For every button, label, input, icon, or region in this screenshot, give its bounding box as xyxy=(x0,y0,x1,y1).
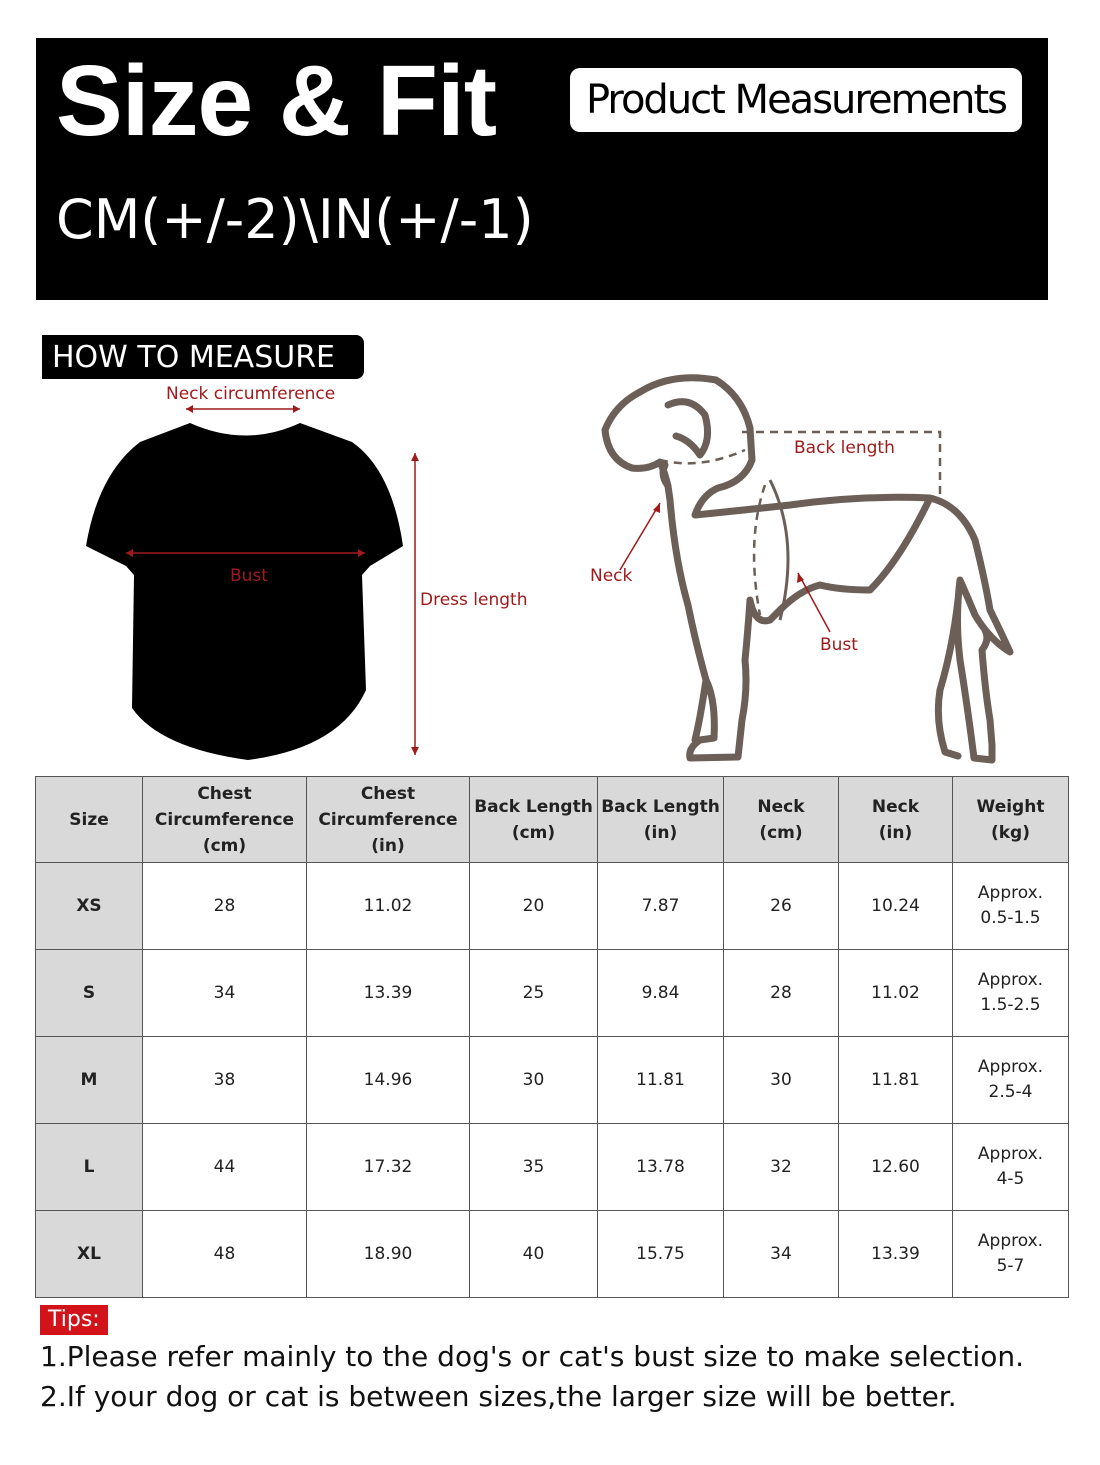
neck-cm-cell: 28 xyxy=(724,950,839,1037)
neck-circumference-label: Neck circumference xyxy=(166,384,336,404)
bust-leader xyxy=(798,573,830,632)
size-cell: XS xyxy=(36,863,143,950)
neck-cm-cell: 34 xyxy=(724,1211,839,1298)
tshirt-illustration xyxy=(86,423,403,760)
neck-in-cell: 10.24 xyxy=(839,863,953,950)
chest-cm-cell: 44 xyxy=(143,1124,307,1211)
table-row xyxy=(36,1211,1069,1298)
header-chest-in: Chest Circumference (in) xyxy=(307,777,470,863)
chest-in-cell: 18.90 xyxy=(307,1211,470,1298)
dress-length-label: Dress length xyxy=(420,590,528,610)
size-cell: L xyxy=(36,1124,143,1211)
tip-line-1: 1.Please refer mainly to the dog's or cat's bust size to make selection. xyxy=(40,1340,1025,1373)
table-row xyxy=(36,1037,1069,1124)
size-cell: S xyxy=(36,950,143,1037)
weight-cell: Approx. 5-7 xyxy=(953,1211,1069,1298)
chest-in-cell: 17.32 xyxy=(307,1124,470,1211)
back-length-label: Back length xyxy=(794,438,895,458)
header-neck-in: Neck (in) xyxy=(839,777,953,863)
header-chest-cm: Chest Circumference (cm) xyxy=(143,777,307,863)
size-cell: XL xyxy=(36,1211,143,1298)
back-cm-cell: 30 xyxy=(470,1037,598,1124)
neck-cm-cell: 26 xyxy=(724,863,839,950)
back-in-cell: 7.87 xyxy=(598,863,724,950)
dog-measure-lines xyxy=(660,432,940,615)
weight-cell: Approx. 0.5-1.5 xyxy=(953,863,1069,950)
units-tolerance: CM(+/-2)\IN(+/-1) xyxy=(56,188,534,251)
chest-in-cell: 14.96 xyxy=(307,1037,470,1124)
weight-cell: Approx. 1.5-2.5 xyxy=(953,950,1069,1037)
neck-in-cell: 11.02 xyxy=(839,950,953,1037)
header-back-in: Back Length (in) xyxy=(598,777,724,863)
neck-cm-cell: 30 xyxy=(724,1037,839,1124)
dog-illustration xyxy=(605,378,1010,760)
header-weight: Weight (kg) xyxy=(953,777,1069,863)
page-title: Size & Fit xyxy=(56,45,497,157)
chest-cm-cell: 28 xyxy=(143,863,307,950)
table-row xyxy=(36,863,1069,950)
product-measurements-tag: Product Measurements xyxy=(570,68,1022,132)
chest-cm-cell: 34 xyxy=(143,950,307,1037)
back-cm-cell: 35 xyxy=(470,1124,598,1211)
chest-in-cell: 11.02 xyxy=(307,863,470,950)
back-cm-cell: 25 xyxy=(470,950,598,1037)
tips-badge: Tips: xyxy=(40,1305,108,1335)
header-size: Size xyxy=(36,777,143,863)
table-row xyxy=(36,1124,1069,1211)
dog-neck-label: Neck xyxy=(590,566,633,586)
back-cm-cell: 40 xyxy=(470,1211,598,1298)
weight-cell: Approx. 4-5 xyxy=(953,1124,1069,1211)
size-chart-table xyxy=(35,776,1069,1298)
neck-cm-cell: 32 xyxy=(724,1124,839,1211)
how-to-measure-label: HOW TO MEASURE xyxy=(42,335,364,379)
neck-in-cell: 12.60 xyxy=(839,1124,953,1211)
chest-in-cell: 13.39 xyxy=(307,950,470,1037)
table-header-row xyxy=(36,777,1069,863)
tip-line-2: 2.If your dog or cat is between sizes,the larger size will be better. xyxy=(40,1380,957,1413)
header-neck-cm: Neck (cm) xyxy=(724,777,839,863)
back-in-cell: 15.75 xyxy=(598,1211,724,1298)
shirt-bust-label: Bust xyxy=(230,566,268,586)
back-cm-cell: 20 xyxy=(470,863,598,950)
chest-cm-cell: 38 xyxy=(143,1037,307,1124)
table-row xyxy=(36,950,1069,1037)
neck-in-cell: 13.39 xyxy=(839,1211,953,1298)
neck-leader xyxy=(620,503,660,570)
back-in-cell: 13.78 xyxy=(598,1124,724,1211)
back-in-cell: 9.84 xyxy=(598,950,724,1037)
header-back-cm: Back Length (cm) xyxy=(470,777,598,863)
size-cell: M xyxy=(36,1037,143,1124)
chest-cm-cell: 48 xyxy=(143,1211,307,1298)
neck-in-cell: 11.81 xyxy=(839,1037,953,1124)
back-in-cell: 11.81 xyxy=(598,1037,724,1124)
dog-bust-label: Bust xyxy=(820,635,858,655)
weight-cell: Approx. 2.5-4 xyxy=(953,1037,1069,1124)
